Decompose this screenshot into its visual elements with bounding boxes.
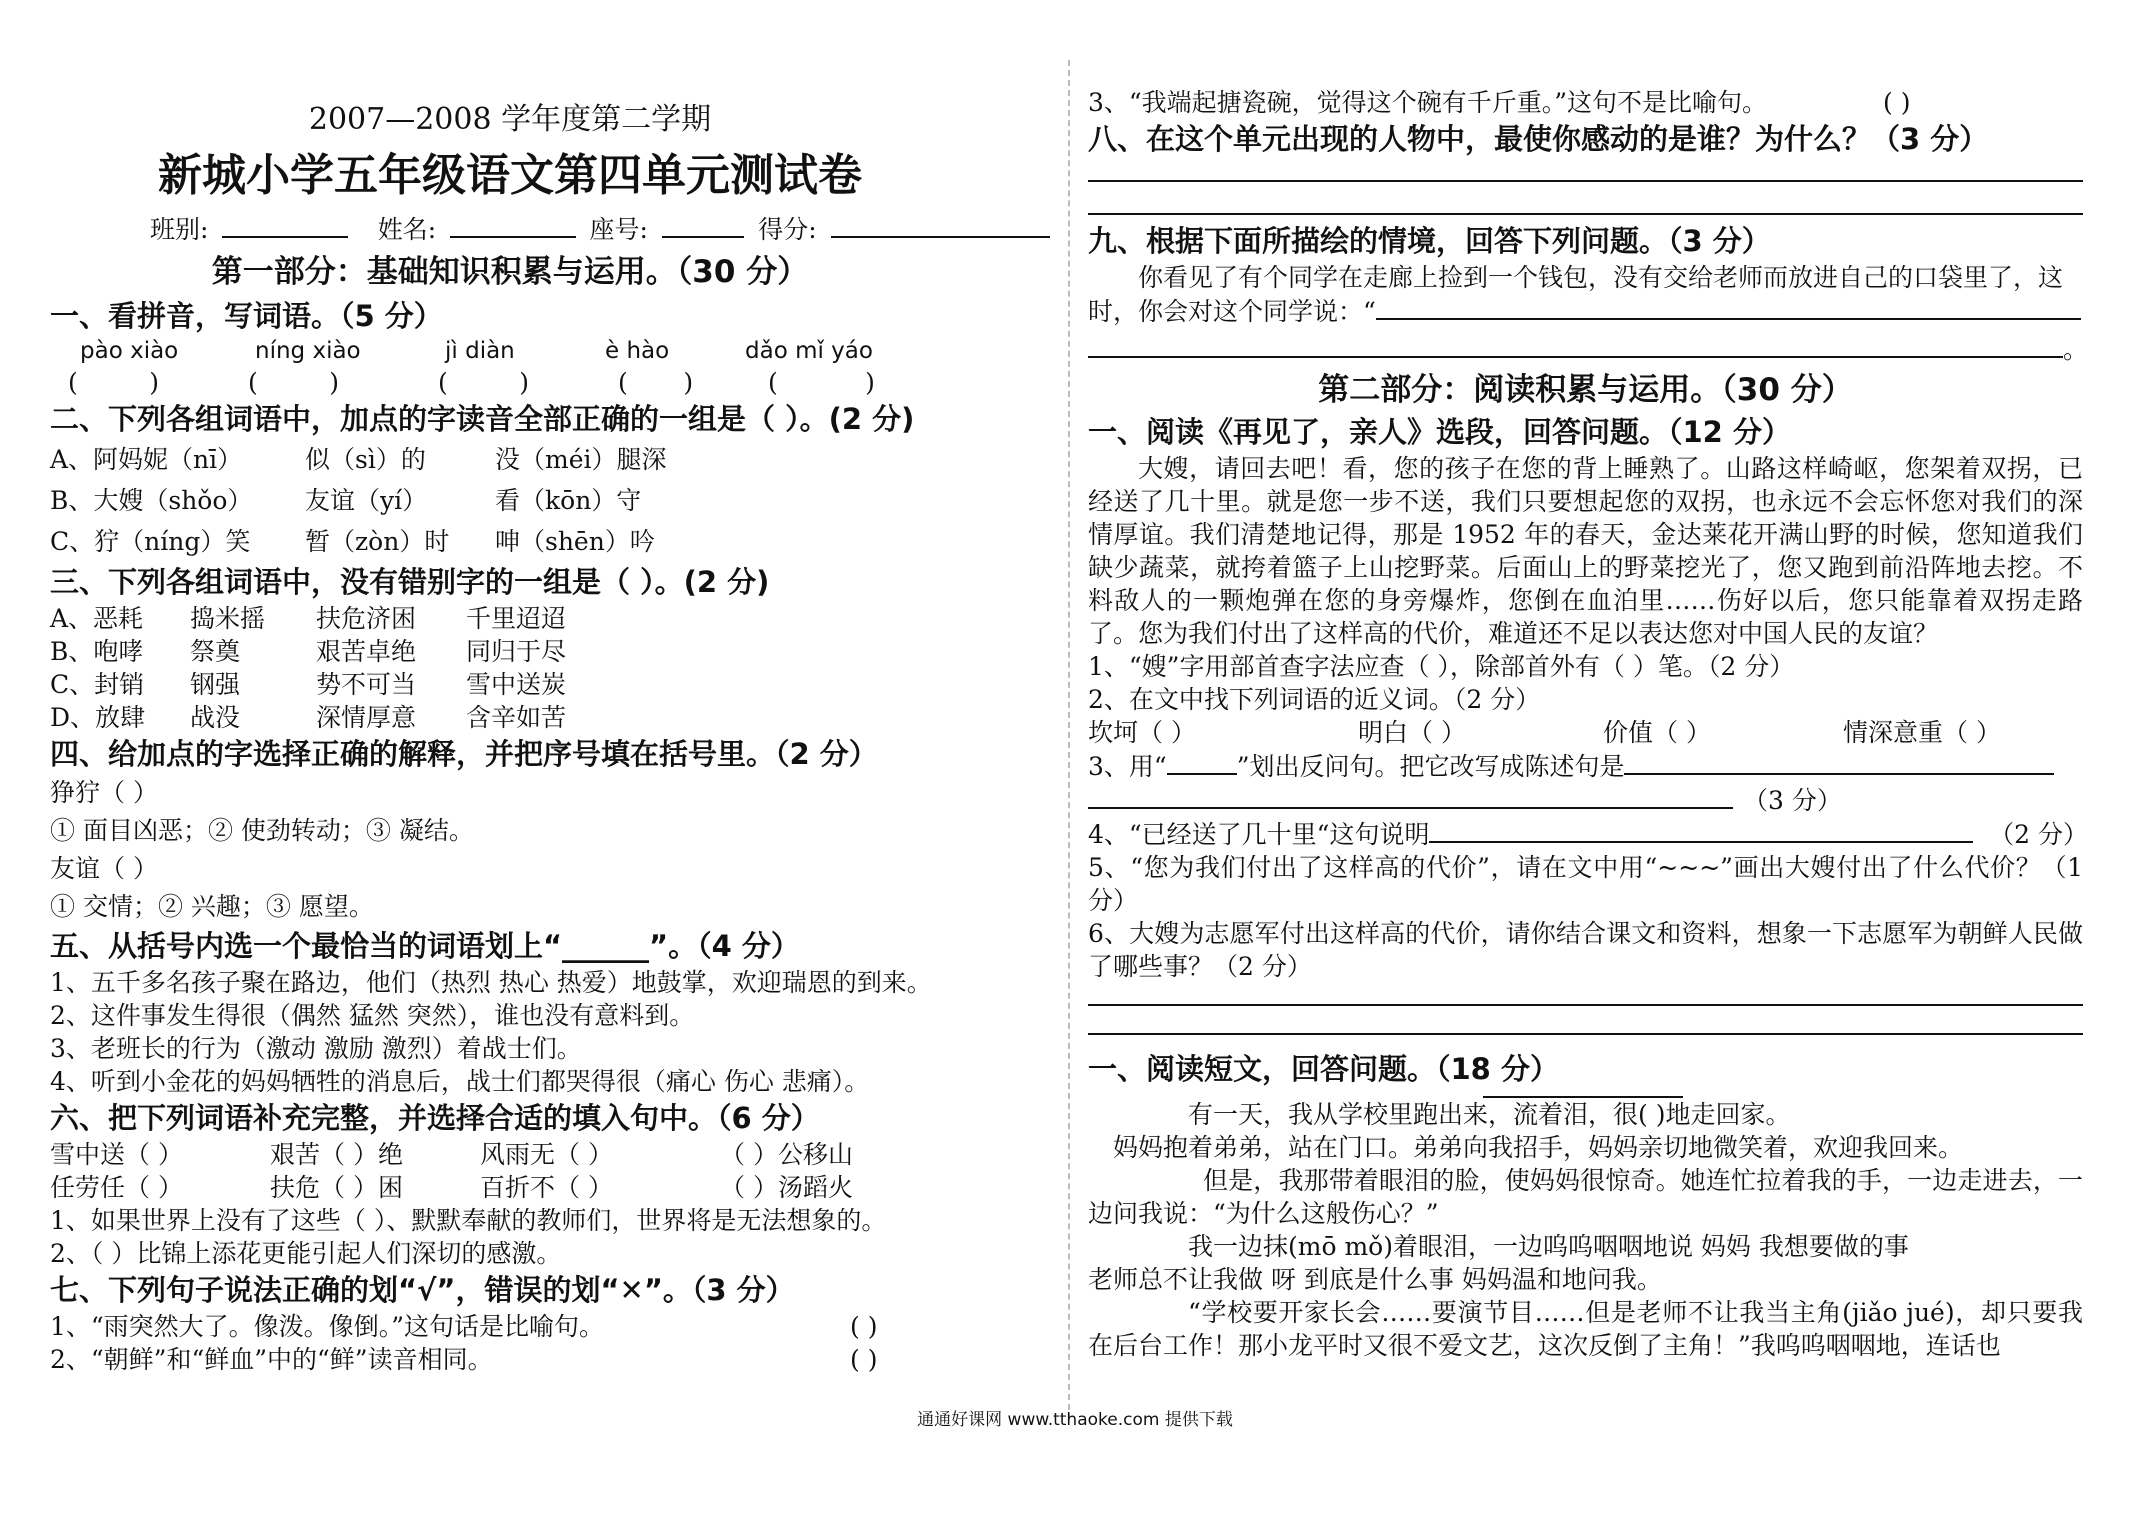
r1-q3-blank-1[interactable] [1624, 749, 2054, 775]
q1-answer-row [50, 366, 1050, 399]
term-heading: 2007—2008 学年度第二学期 [308, 102, 712, 137]
q4-word-1: 狰狞（ ） [50, 778, 158, 807]
q6-r2-3: 百折不（ ） [480, 1173, 613, 1202]
q6-r2-4: （ ）汤蹈火 [720, 1173, 853, 1202]
q3-c-1: C、封销 [50, 670, 145, 699]
q2-c-2: 暂（zòn）时 [305, 527, 450, 556]
q4-explain-2: ① 交情；② 兴趣；③ 愿望。 [50, 892, 374, 921]
q9-title: 九、根据下面所描绘的情境，回答下列问题。（3 分） [1088, 224, 1771, 258]
q9-text-1-content: 你看见了有个同学在走廊上捡到一个钱包，没有交给老师而放进自己的口袋里了，这 [1138, 263, 2064, 292]
left-column [50, 100, 1050, 1376]
q2-row-a [50, 439, 1050, 480]
exam-title: 新城小学五年级语文第四单元测试卷 [158, 150, 862, 201]
q2-row-b [50, 480, 1050, 521]
q6-r1-3: 风雨无（ ） [480, 1140, 613, 1169]
pinyin-2: níng xiào [255, 338, 361, 364]
q6-title: 六、把下列词语补充完整，并选择合适的填入句中。（6 分） [50, 1101, 820, 1135]
q3-row-c [50, 668, 1050, 701]
q2-b-1: B、大嫂（shǒo） [50, 486, 253, 515]
q2-a-1: A、阿妈妮（nī） [50, 445, 243, 474]
part1-title: 第一部分：基础知识积累与运用。（30 分） [211, 254, 809, 290]
r2-p4: 我一边抹(mō mǒ)着眼泪，一边呜呜咽咽地说 妈妈 我想要做的事 [1188, 1232, 1909, 1261]
r1-q4-score: （2 分） [1989, 820, 2088, 849]
q6-r2-1: 任劳任（ ） [50, 1173, 183, 1202]
column-divider [1068, 60, 1070, 1420]
q2-b-2: 友谊（yí） [305, 486, 428, 515]
r1-q6: 6、大嫂为志愿军付出这样高的代价，请你结合课文和资料，想象一下志愿军为朝鲜人民做了哪些事？（2 分） [1088, 919, 2083, 981]
right-column [1088, 86, 2088, 1362]
student-info-row [50, 212, 1050, 246]
q2-title: 二、下列各组词语中，加点的字读音全部正确的一组是（ ）。(2 分) [50, 402, 915, 436]
r2-title: 一、阅读短文，回答问题。（18 分） [1088, 1052, 1559, 1086]
q9-text-1 [1088, 261, 2088, 294]
syn-1: 坎坷（ ） [1088, 718, 1196, 747]
r1-q6-line-2[interactable] [1088, 1032, 2083, 1035]
r1-passage: 大嫂，请回去吧！看，您的孩子在您的背上睡熟了。山路这样崎岖，您架着双拐，已经送了几十里。就是您一步不送，我们只要想起您的双拐，也永远不会忘怀您对我们的深情厚谊。我们清楚地记得，那是 1952 年的春天，金达莱花开满山野的时候，您知道我们缺少蔬菜，就挎着篮子上山挖野菜。后面山上的野菜挖光了，您又跑到前沿阵地去挖。不料敌人的一颗炮弹在您的身旁爆炸，您倒在血泊里……伤好以后，您只能靠着双拐走路了。您为我们付出了这样高的代价，难道还不足以表达您对中国人民的友谊？ [1088, 454, 2083, 648]
q6-r1-1: 雪中送（ ） [50, 1140, 183, 1169]
q5-item-2: 2、这件事发生得很（偶然 猛然 突然），谁也没有意料到。 [50, 1001, 695, 1030]
q3-d-4: 含辛如苦 [466, 703, 567, 732]
r2-p2: 妈妈抱着弟弟，站在门口。弟弟向我招手，妈妈亲切地微笑着，欢迎我回来。 [1113, 1133, 1964, 1162]
class-blank[interactable] [222, 212, 347, 238]
r2-p6: “学校要开家长会……要演节目……但是老师不让我当主角(jiǎo jué)，却只要我在后台工作！那小龙平时又很不爱文艺，这次反倒了主角！”我呜呜咽咽地，连话也 [1088, 1298, 2083, 1360]
q3-b-4: 同归于尽 [466, 637, 567, 666]
q7-item-3-text: 3、“我端起搪瓷碗，觉得这个碗有千斤重。”这句不是比喻句。 [1088, 88, 1767, 117]
seat-label: 座号: [589, 215, 648, 244]
q9-text-2-content: 时，你会对这个同学说：“ [1088, 297, 1376, 326]
q3-c-4: 雪中送炭 [466, 670, 567, 699]
q7-title: 七、下列句子说法正确的划“√”，错误的划“✕”。（3 分） [50, 1273, 795, 1307]
q7-item-1-text: 1、“雨突然大了。像泼。像倒。”这句话是比喻句。 [50, 1312, 604, 1341]
r1-q4 [1088, 817, 2088, 851]
q8-answer-line-2[interactable] [1088, 212, 2083, 215]
answer-paren-1[interactable]: ( ) [68, 368, 160, 397]
q1-title: 一、看拼音，写词语。（5 分） [50, 299, 443, 333]
r1-q6-line-1[interactable] [1088, 1003, 2083, 1006]
r1-title: 一、阅读《再见了，亲人》选段，回答问题。（12 分） [1088, 415, 1791, 449]
q2-a-3: 没（méi）腿深 [495, 445, 667, 474]
pinyin-3: jì diàn [445, 338, 515, 364]
part2-title: 第二部分：阅读积累与运用。（30 分） [1318, 372, 1853, 408]
q3-title: 三、下列各组词语中，没有错别字的一组是（ ）。(2 分) [50, 565, 770, 599]
q5-item-4: 4、听到小金花的妈妈牺牲的消息后，战士们都哭得很（痛心 伤心 悲痛）。 [50, 1067, 870, 1096]
answer-paren-3[interactable]: ( ) [438, 368, 530, 397]
r1-synonyms [1088, 716, 2088, 749]
q4-explain-1: ① 面目凶恶；② 使劲转动；③ 凝结。 [50, 816, 474, 845]
pinyin-4: è hào [605, 338, 670, 364]
r1-q3-a: 3、用“ [1088, 752, 1167, 781]
q6-row-1 [50, 1138, 1050, 1171]
q6-r2-2: 扶危（ ）困 [270, 1173, 403, 1202]
q7-item-3-answer[interactable]: ( ) [1883, 88, 1911, 117]
q6-row-2 [50, 1171, 1050, 1204]
q9-text-2 [1088, 294, 2088, 328]
q3-row-b [50, 635, 1050, 668]
q6-r1-4: （ ）公移山 [720, 1140, 853, 1169]
q6-sentence-1: 1、如果世界上没有了这些（ ）、默默奉献的教师们，世界将是无法想象的。 [50, 1206, 887, 1235]
q6-sentence-2: 2、（ ）比锦上添花更能引起人们深切的感激。 [50, 1239, 562, 1268]
q3-a-3: 扶危济困 [316, 604, 417, 633]
r1-q5: 5、“您为我们付出了这样高的代价”，请在文中用“~~~”画出大嫂付出了什么代价？（1 分） [1088, 853, 2083, 915]
q9-line-2 [1088, 332, 2088, 366]
r2-p3: 但是，我那带着眼泪的脸，使妈妈很惊奇。她连忙拉着我的手，一边走进去，一边问我说：“为什么这般伤心？” [1088, 1166, 2083, 1228]
r2-p5: 老师总不让我做 呀 到底是什么事 妈妈温和地问我。 [1088, 1265, 1662, 1294]
q9-answer-blank-1[interactable] [1376, 294, 2081, 320]
q2-b-3: 看（kōn）守 [495, 486, 642, 515]
answer-paren-2[interactable]: ( ) [248, 368, 340, 397]
r1-q3-score: （3 分） [1743, 786, 1842, 815]
q5-item-1: 1、五千多名孩子聚在路边，他们（热烈 热心 热爱）地鼓掌，欢迎瑞恩的到来。 [50, 968, 932, 997]
q3-a-2: 捣米摇 [190, 604, 266, 633]
q3-d-2: 战没 [190, 703, 241, 732]
r1-q3-underline-sample [1167, 749, 1237, 775]
q7-item-3 [1088, 86, 2088, 119]
answer-paren-5[interactable]: ( ) [768, 368, 875, 397]
q3-c-3: 势不可当 [316, 670, 417, 699]
pinyin-5: dǎo mǐ yáo [745, 338, 873, 364]
q8-title: 八、在这个单元出现的人物中，最使你感动的是谁？为什么？（3 分） [1088, 122, 1989, 156]
r1-q3-line2 [1088, 783, 2088, 817]
q5-title: 五、从括号内选一个最恰当的词语划上“______”。（4 分） [50, 929, 800, 963]
class-label: 班别: [150, 215, 209, 244]
q7-item-2-text: 2、“朝鲜”和“鲜血”中的“鲜”读音相同。 [50, 1345, 493, 1374]
q6-r1-2: 艰苦（ ）绝 [270, 1140, 403, 1169]
q5-item-3: 3、老班长的行为（激动 激励 激烈）着战士们。 [50, 1034, 582, 1063]
q9-period: 。 [2062, 335, 2088, 364]
q7-item-2-answer[interactable]: ( ) [850, 1345, 878, 1374]
q3-c-2: 钢强 [190, 670, 241, 699]
q3-row-d [50, 701, 1050, 734]
q3-row-a [50, 602, 1050, 635]
r1-q3-blank-2[interactable] [1088, 783, 1733, 809]
q8-answer-line-1[interactable] [1088, 179, 2083, 182]
score-label: 得分: [758, 215, 817, 244]
r1-q2: 2、在文中找下列词语的近义词。（2 分） [1088, 685, 1541, 714]
seat-blank[interactable] [662, 212, 744, 238]
q2-row-c [50, 521, 1050, 562]
answer-paren-4[interactable]: ( ) [618, 368, 694, 397]
q1-pinyin-row [50, 336, 1050, 366]
q4-word-2: 友谊（ ） [50, 854, 158, 883]
q3-b-1: B、咆哮 [50, 637, 144, 666]
r2-p1: 有一天，我从学校里跑出来，流着泪，很( )地走回家。 [1188, 1100, 1791, 1129]
q9-answer-blank-2[interactable] [1088, 332, 2063, 358]
q7-item-1-answer[interactable]: ( ) [850, 1312, 878, 1341]
r1-q1: 1、“嫂”字用部首查字法应查（ ），除部首外有（ ）笔。（2 分） [1088, 652, 1795, 681]
syn-3: 价值（ ） [1603, 718, 1711, 747]
q3-b-2: 祭奠 [190, 637, 241, 666]
score-blank[interactable] [831, 212, 1050, 238]
q3-a-1: A、恶耗 [50, 604, 144, 633]
r1-q4-blank[interactable] [1429, 817, 1973, 843]
syn-2: 明白（ ） [1358, 718, 1466, 747]
r1-q3 [1088, 749, 2088, 783]
q3-d-1: D、放肆 [50, 703, 146, 732]
q3-a-4: 千里迢迢 [466, 604, 567, 633]
syn-4: 情深意重（ ） [1843, 718, 2001, 747]
r1-q3-b: ”划出反问句。把它改写成陈述句是 [1236, 752, 1625, 781]
q3-d-3: 深情厚意 [316, 703, 417, 732]
r1-q4-text: 4、“已经送了几十里“这句说明 [1088, 820, 1430, 849]
q7-item-2 [50, 1343, 1050, 1376]
q3-b-3: 艰苦卓绝 [316, 637, 417, 666]
q2-a-2: 似（sì）的 [305, 445, 426, 474]
name-blank[interactable] [450, 212, 575, 238]
q2-c-1: C、狞（níng）笑 [50, 527, 251, 556]
pinyin-1: pào xiào [80, 338, 179, 364]
footer-credit: 通通好课网 www.tthaoke.com 提供下载 [917, 1410, 1233, 1430]
q7-item-1 [50, 1310, 1050, 1343]
q4-title: 四、给加点的字选择正确的解释，并把序号填在括号里。（2 分） [50, 737, 878, 771]
q2-c-3: 呻（shēn）吟 [495, 527, 655, 556]
name-label: 姓名: [377, 215, 437, 244]
